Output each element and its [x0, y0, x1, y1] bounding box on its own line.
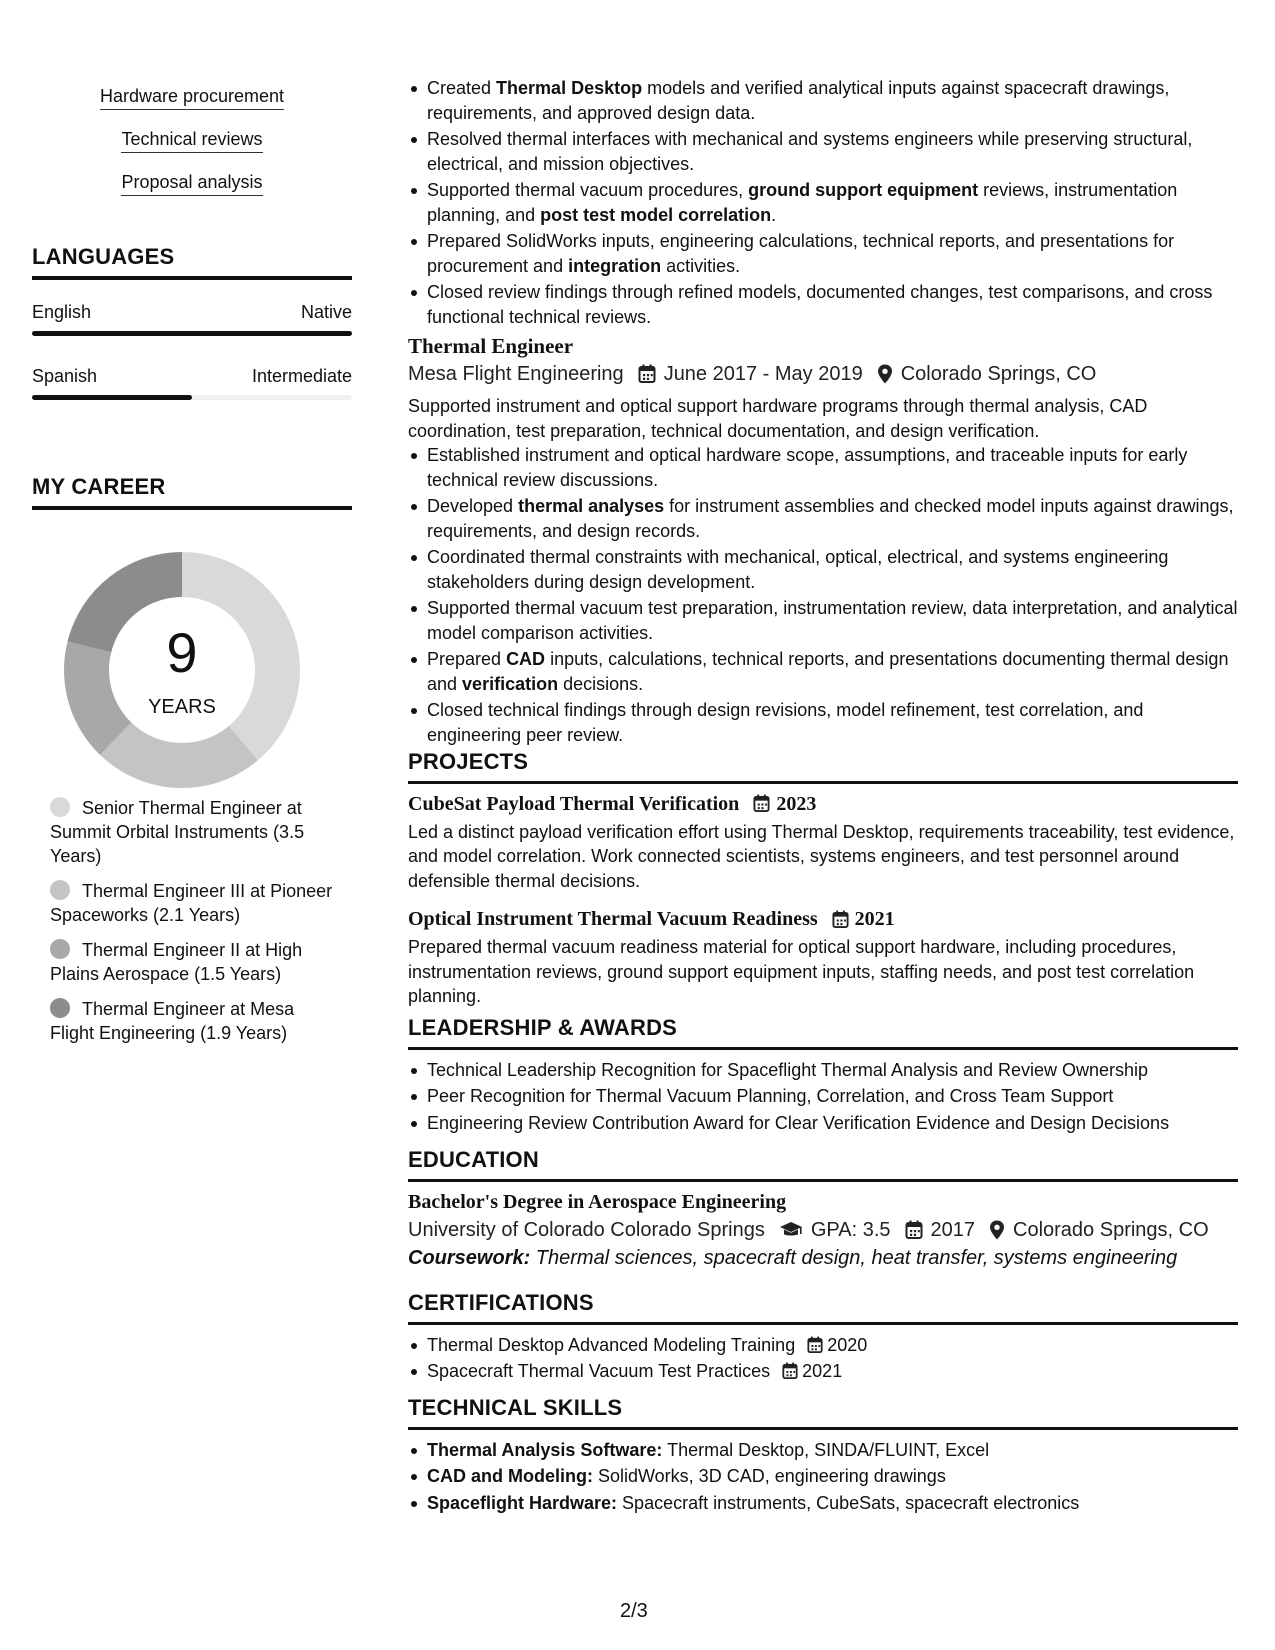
career-legend-item [50, 997, 340, 1045]
language-name: English [32, 302, 92, 322]
strength-label: Technical reviews [121, 129, 262, 153]
previous-job-bullets [408, 76, 1238, 331]
language-name: Spanish [32, 366, 98, 386]
section-title: LANGUAGES [32, 244, 175, 269]
education-section [408, 1148, 1238, 1272]
awards-section [408, 1016, 1238, 1137]
education-location: Colorado Springs, CO [1013, 1218, 1209, 1241]
job-location: Colorado Springs, CO [900, 363, 1097, 385]
skill-values: SolidWorks, 3D CAD, engineering drawings [592, 1466, 946, 1486]
skills-section [408, 1396, 1238, 1517]
skills-list [408, 1438, 1238, 1516]
certification-year: 2021 [802, 1361, 843, 1381]
education-year: 2017 [930, 1218, 976, 1241]
career-legend-item [50, 938, 340, 986]
strength-label: Hardware procurement [100, 86, 284, 110]
projects-section [408, 750, 1238, 1009]
legend-swatch [50, 880, 70, 900]
strength-label: Proposal analysis [121, 172, 262, 196]
skill-item [408, 1438, 1238, 1463]
bullet-item: Resolved thermal interfaces with mechanical and systems engineers while preserving structural, electrical, and mission objectives. [408, 127, 1238, 176]
skill-values: Spacecraft instruments, CubeSats, spacecraft electronics [617, 1492, 1080, 1513]
project-entry [408, 790, 1238, 894]
award-item: Technical Leadership Recognition for Spaceflight Thermal Analysis and Review Ownership [408, 1058, 1238, 1083]
career-legend-item [50, 879, 340, 927]
page-number: 2/3 [620, 1600, 648, 1622]
section-title: MY CAREER [32, 474, 166, 499]
language-bar-fill [32, 331, 352, 336]
bullet-item: Supported thermal vacuum test preparation, instrumentation review, data interpretation, and analytical model comparison activities. [408, 596, 1238, 645]
education-gpa: GPA: 3.5 [810, 1218, 891, 1241]
section-title: TECHNICAL SKILLS [408, 1395, 623, 1420]
language-level: Intermediate [251, 366, 352, 386]
certifications-section [408, 1291, 1238, 1386]
project-name: Optical Instrument Thermal Vacuum Readiness [408, 908, 818, 930]
career-label: Senior Thermal Engineer at Summit Orbital Instruments (3.5 Years) [50, 798, 305, 866]
legend-swatch [50, 939, 70, 959]
legend-swatch [50, 797, 70, 817]
calendar-icon [832, 910, 849, 929]
legend-swatch [50, 998, 70, 1018]
career-legend-item [50, 796, 340, 868]
calendar-icon [905, 1220, 923, 1240]
language-bar [32, 395, 352, 400]
coursework [408, 1244, 1238, 1272]
career-donut-chart [52, 540, 312, 800]
job-title: Thermal Engineer [408, 334, 574, 358]
job-meta [408, 360, 1238, 388]
certification-name: Thermal Desktop Advanced Modeling Training [427, 1334, 796, 1355]
bullet-item: Created Thermal Desktop models and verified analytical inputs against spacecraft drawings, requirements, and approved design data. [408, 76, 1238, 125]
skill-item [408, 1464, 1238, 1489]
project-description: Prepared thermal vacuum readiness material for optical support hardware, including procedures, instrumentation reviews, ground support equipment inputs, staffing needs, and post test correlation planning. [408, 937, 1195, 1006]
bullet-item: Supported thermal vacuum procedures, ground support equipment reviews, instrumentation planning, and post test model correlation. [408, 178, 1238, 227]
awards-list [408, 1058, 1238, 1136]
bullet-item: Prepared CAD inputs, calculations, technical reports, and presentations documenting thermal design and verification decisions. [408, 647, 1238, 696]
award-item: Engineering Review Contribution Award for Clear Verification Evidence and Design Decisions [408, 1111, 1238, 1136]
bullet-item: Coordinated thermal constraints with mechanical, optical, electrical, and systems engineering stakeholders during design development. [408, 545, 1238, 594]
skill-item [408, 1491, 1238, 1516]
education-meta [408, 1216, 1238, 1244]
bullet-item: Closed technical findings through design revisions, model refinement, test correlation, and engineering peer review. [408, 698, 1238, 747]
certification-item [408, 1333, 1238, 1358]
job-bullets [408, 443, 1238, 747]
section-divider [408, 781, 1238, 784]
strength-item [32, 170, 352, 194]
project-entry [408, 905, 1238, 1009]
section-title: EDUCATION [408, 1147, 539, 1172]
career-label: Thermal Engineer III at Pioneer Spaceworks (2.1 Years) [50, 881, 333, 925]
award-item: Peer Recognition for Thermal Vacuum Planning, Correlation, and Cross Team Support [408, 1084, 1238, 1109]
section-title: LEADERSHIP & AWARDS [408, 1015, 678, 1040]
certifications-list [408, 1333, 1238, 1384]
location-pin-icon [989, 1220, 1005, 1240]
bullet-item: Closed review findings through refined models, documented changes, test comparisons, and cross functional technical reviews. [408, 280, 1238, 329]
language-item [32, 302, 352, 336]
career-total-unit: YEARS [148, 696, 216, 718]
bullet-item: Developed thermal analyses for instrument assemblies and checked model inputs against drawings, requirements, and design records. [408, 494, 1238, 543]
section-title: CERTIFICATIONS [408, 1290, 594, 1315]
career-label: Thermal Engineer II at High Plains Aerospace (1.5 Years) [50, 940, 303, 984]
language-bar-fill [32, 395, 192, 400]
experience-entry [408, 332, 1238, 749]
project-year: 2021 [854, 908, 895, 930]
calendar-icon [638, 364, 656, 384]
section-divider [32, 506, 352, 510]
language-bar [32, 331, 352, 336]
language-item [32, 366, 352, 400]
language-level: Native [300, 302, 352, 322]
calendar-icon [753, 794, 770, 813]
strength-item [32, 84, 352, 108]
languages-section [32, 244, 352, 400]
strength-item [32, 127, 352, 151]
skill-category: CAD and Modeling: [427, 1466, 593, 1486]
career-label: Thermal Engineer at Mesa Flight Engineering (1.9 Years) [50, 999, 295, 1043]
section-divider [408, 1047, 1238, 1050]
section-divider [408, 1179, 1238, 1182]
project-description: Led a distinct payload verification effort using Thermal Desktop, requirements traceability, test evidence, and model correlation. Work connected scientists, systems engineers, and test personnel around defensible thermal decisions. [408, 821, 1235, 891]
career-section [32, 474, 352, 510]
certification-name: Spacecraft Thermal Vacuum Test Practices [427, 1361, 771, 1381]
bullet-item: Prepared SolidWorks inputs, engineering calculations, technical reports, and presentations for procurement and integration activities. [408, 229, 1238, 278]
calendar-icon [782, 1362, 798, 1380]
section-divider [408, 1322, 1238, 1325]
coursework-text: Thermal sciences, spacecraft design, heat transfer, systems engineering [530, 1246, 1178, 1269]
certification-item [408, 1359, 1238, 1384]
section-divider [408, 1427, 1238, 1430]
strengths-list [32, 84, 352, 194]
section-title: PROJECTS [408, 749, 529, 774]
job-dates: June 2017 - May 2019 [663, 363, 863, 385]
project-name: CubeSat Payload Thermal Verification [408, 792, 740, 815]
school-name: University of Colorado Colorado Springs [408, 1218, 765, 1241]
company-name: Mesa Flight Engineering [408, 363, 624, 385]
project-year: 2023 [776, 792, 817, 815]
career-total-years: 9 [166, 621, 198, 684]
section-divider [32, 276, 352, 280]
skill-category: Spaceflight Hardware: [427, 1492, 618, 1513]
career-legend [50, 796, 340, 1056]
coursework-label: Coursework: [408, 1246, 531, 1269]
graduation-cap-icon [779, 1221, 803, 1239]
certification-year: 2020 [827, 1334, 868, 1355]
location-pin-icon [877, 364, 893, 384]
skill-category: Thermal Analysis Software: [427, 1439, 663, 1460]
skill-values: Thermal Desktop, SINDA/FLUINT, Excel [662, 1439, 990, 1460]
bullet-item: Established instrument and optical hardware scope, assumptions, and traceable inputs for early technical review discussions. [408, 443, 1238, 492]
job-summary: Supported instrument and optical support hardware programs through thermal analysis, CAD coordination, test preparation, technical documentation, and design verification. [408, 396, 1148, 441]
calendar-icon [807, 1336, 823, 1354]
degree-title: Bachelor's Degree in Aerospace Engineering [408, 1190, 787, 1213]
